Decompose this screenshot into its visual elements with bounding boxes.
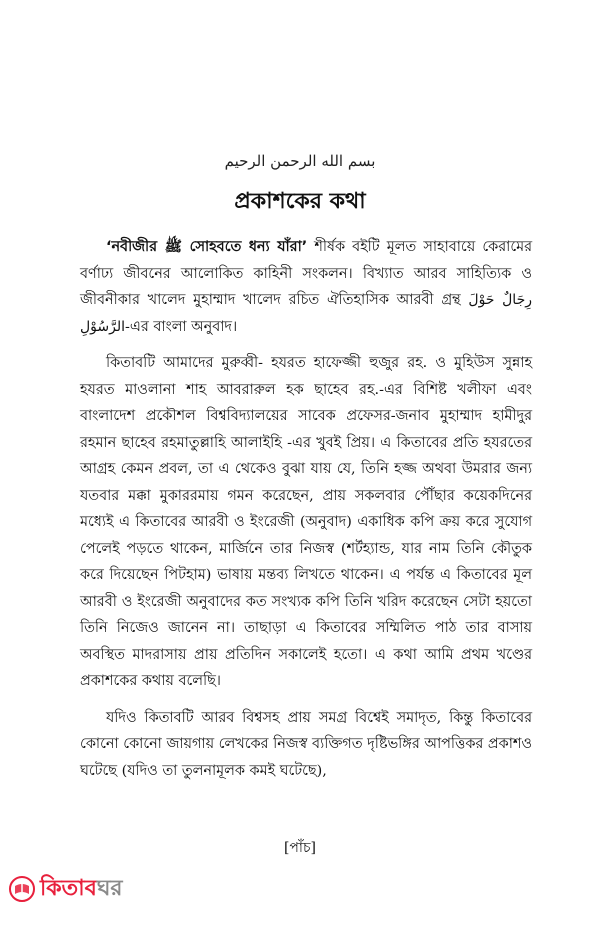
page-body — [80, 234, 532, 794]
page-number: [পাঁচ] — [283, 840, 317, 856]
paragraph-3: যদিও কিতাবটি আরব বিশ্বসহ প্রায় সমগ্র বিশ্বেই সমাদৃত, কিন্তু কিতাবের কোনো কোনো জায়গায় লেখকের নিজস্ব ব্যক্তিগত দৃষ্টিভঙ্গির আপত্তিকর প্রকাশও ঘটেছে (যদিও তা তুলনামূলক কমই ঘটেছে), — [80, 709, 532, 779]
book-title: ‘নবীজীর ﷺ সোহবতে ধন্য যাঁরা’ — [106, 239, 308, 255]
page-title: প্রকাশকের কথা — [234, 189, 366, 214]
site-watermark — [8, 872, 123, 906]
paragraph-1-text-a: শীর্ষক বইটি মূলত সাহাবায়ে কেরামের বর্ণাঢ্য জীবনের আলোকিত কাহিনী সংকলন। বিখ্যাত আরব সাহিত্যিক ও জীবনীকার খালেদ মুহাম্মাদ খালেদ রচিত ঐতিহাসিক আরবী গ্রন্থ — [80, 239, 533, 308]
watermark-part-a: কিতাব — [40, 875, 97, 901]
paragraph-1 — [80, 234, 532, 340]
watermark-part-b: ঘর — [96, 875, 123, 901]
arabic-book-title: رِجَالٌ حَوْلَ الرَّسُوْلِ — [80, 292, 532, 335]
watermark-text — [40, 871, 123, 908]
paragraph-2: কিতাবটি আমাদের মুরুব্বী- হযরত হাফেজ্জী হুজুর রহ. ও মুহিউস সুন্নাহ হযরত মাওলানা শাহ আবরারুল হক ছাহেব রহ.-এর বিশিষ্ট খলীফা এবং বাংলাদেশ প্রকৌশল বিশ্ববিদ্যালয়ের সাবেক প্রফেসর-জনাব মুহাম্মাদ হামীদুর রহমান ছাহেব রহমাতুল্লাহি আলাইহি -এর খুবই প্রিয়। এ কিতাবের প্রতি হযরতের আগ্রহ কেমন প্রবল, তা এ থেকেও বুঝা যায় যে, তিনি হজ্জ অথবা উমরার জন্য যতবার মক্কা মুকাররমায় গমন করেছেন, প্রায় সকলবার পৌঁছার কয়েকদিনের মধ্যেই এ কিতাবের আরবী ও ইংরেজী (অনুবাদ) একাধিক কপি ক্রয় করে সুযোগ পেলেই পড়তে থাকেন, মার্জিনে তার নিজস্ব (শর্টহ্যান্ড, যার নাম তিনি কৌতুক করে দিয়েছেন পিটহাম) ভাষায় মন্তব্য লিখতে থাকেন। এ পর্যন্ত এ কিতাবের মূল আরবী ও ইংরেজী অনুবাদের কত সংখ্যক কপি তিনি খরিদ করেছেন সেটা হয়তো তিনি নিজেও জানেন না। তাছাড়া এ কিতাবের সম্মিলিত পাঠ তার বাসায় অবস্থিত মাদরাসায় প্রায় প্রতিদিন সকালেই হতো। এ কথা আমি প্রথম খণ্ডের প্রকাশকের কথায় বলেছি। — [80, 355, 532, 689]
book-logo-icon — [8, 875, 36, 903]
bismillah-calligraphy: بسم الله الرحمن الرحيم — [224, 152, 376, 170]
paragraph-1-text-b: -এর বাংলা অনুবাদ। — [125, 318, 238, 335]
